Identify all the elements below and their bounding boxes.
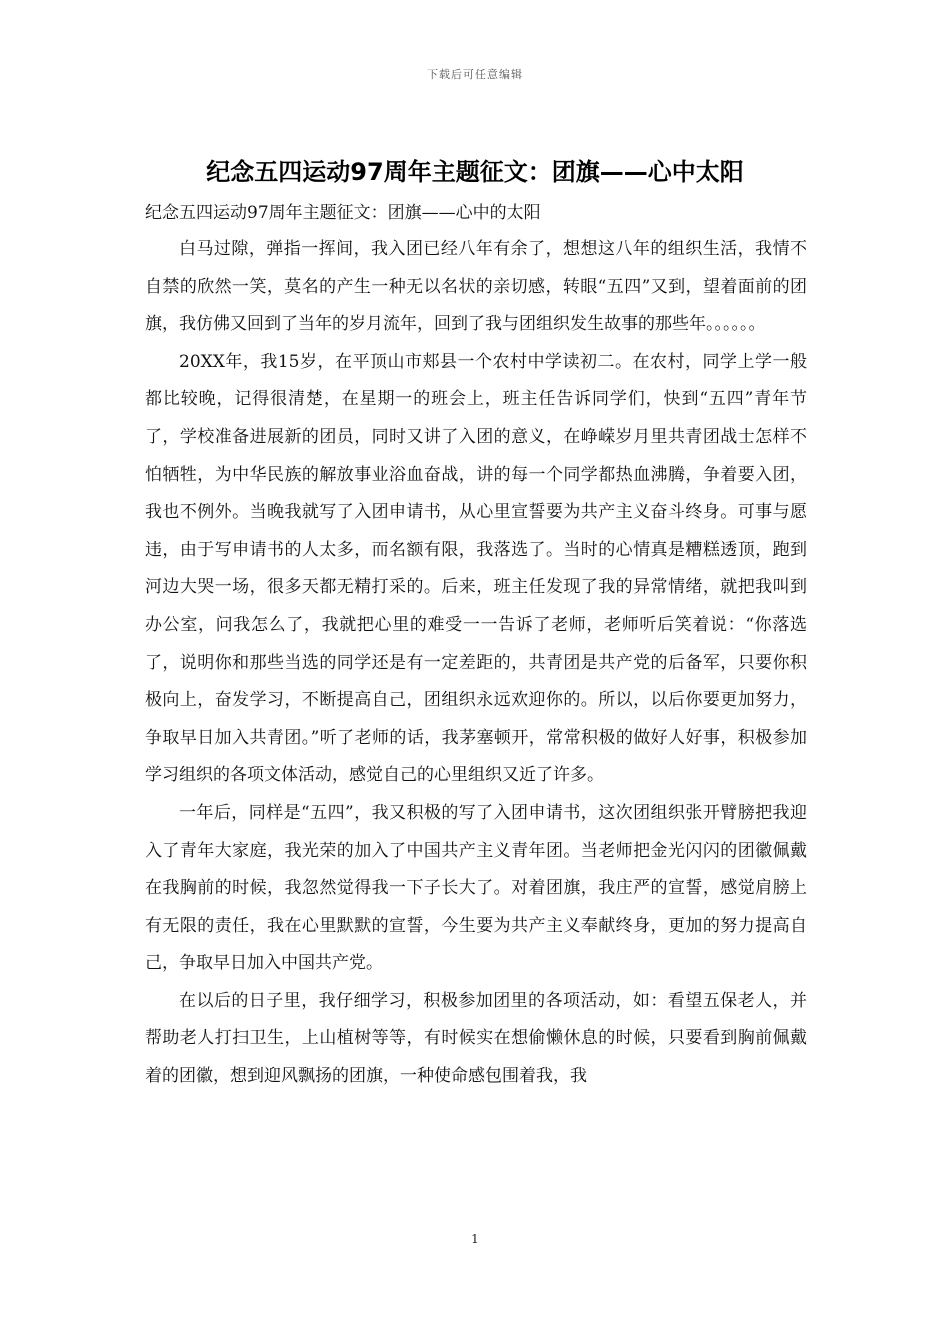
page-number: 1 bbox=[471, 1232, 479, 1246]
paragraph-2: 20XX年，我15岁，在平顶山市郏县一个农村中学读初二。在农村，同学上学一般都比较晚，记得很清楚，在星期一的班会上，班主任告诉同学们，快到“五四”青年节了，学校准备进展新的团员，同时又讲了入团的意义，在峥嵘岁月里共青团战士怎样不怕牺牲，为中华民族的解放事业浴血奋战，讲的每一个同学都热血沸腾，争着要入团，我也不例外。当晚我就写了入团申请书，从心里宣誓要为共产主义奋斗终身。可事与愿违，由于写申请书的人太多，而名额有限，我落选了。当时的心情真是糟糕透顶，跑到河边大哭一场，很多天都无精打采的。后来，班主任发现了我的异常情绪，就把我叫到办公室，问我怎么了，我就把心里的难受一一告诉了老师，老师听后笑着说：“你落选了，说明你和那些当选的同学还是有一定差距的，共青团是共产党的后备军，只要你积极向上，奋发学习，不断提高自己，团组织永远欢迎你的。所以，以后你要更加努力，争取早日加入共青团。”听了老师的话，我茅塞顿开，常常积极的做好人好事，积极参加学习组织的各项文体活动，感觉自己的心里组织又近了许多。 bbox=[145, 351, 807, 786]
paragraph-1: 白马过隙，弹指一挥间，我入团已经八年有余了，想想这八年的组织生活，我情不自禁的欣然一笑，莫名的产生一种无以名状的亲切感，转眼“五四”又到，望着面前的团旗，我仿佛又回到了当年的岁月流年，回到了我与团组织发生故事的那些年。。。。。。 bbox=[145, 239, 807, 335]
document-title: 纪念五四运动97周年主题征文：团旗——心中太阳 bbox=[206, 158, 744, 186]
document-body bbox=[145, 200, 807, 1096]
document-subtitle: 纪念五四运动97周年主题征文：团旗——心中的太阳 bbox=[145, 203, 541, 223]
header-note: 下载后可任意编辑 bbox=[427, 68, 523, 81]
paragraph-4: 在以后的日子里，我仔细学习，积极参加团里的各项活动，如：看望五保老人，并帮助老人打扫卫生，上山植树等等，有时候实在想偷懒休息的时候，只要看到胸前佩戴着的团徽，想到迎风飘扬的团旗，一种使命感包围着我，我 bbox=[145, 990, 807, 1087]
paragraph-3: 一年后，同样是“五四”，我又积极的写了入团申请书，这次团组织张开臂膀把我迎入了青年大家庭，我光荣的加入了中国共产主义青年团。当老师把金光闪闪的团徽佩戴在我胸前的时候，我忽然觉得我一下子长大了。对着团旗，我庄严的宣誓，感觉肩膀上有无限的责任，我在心里默默的宣誓，今生要为共产主义奉献终身，更加的努力提高自己，争取早日加入中国共产党。 bbox=[145, 802, 807, 974]
